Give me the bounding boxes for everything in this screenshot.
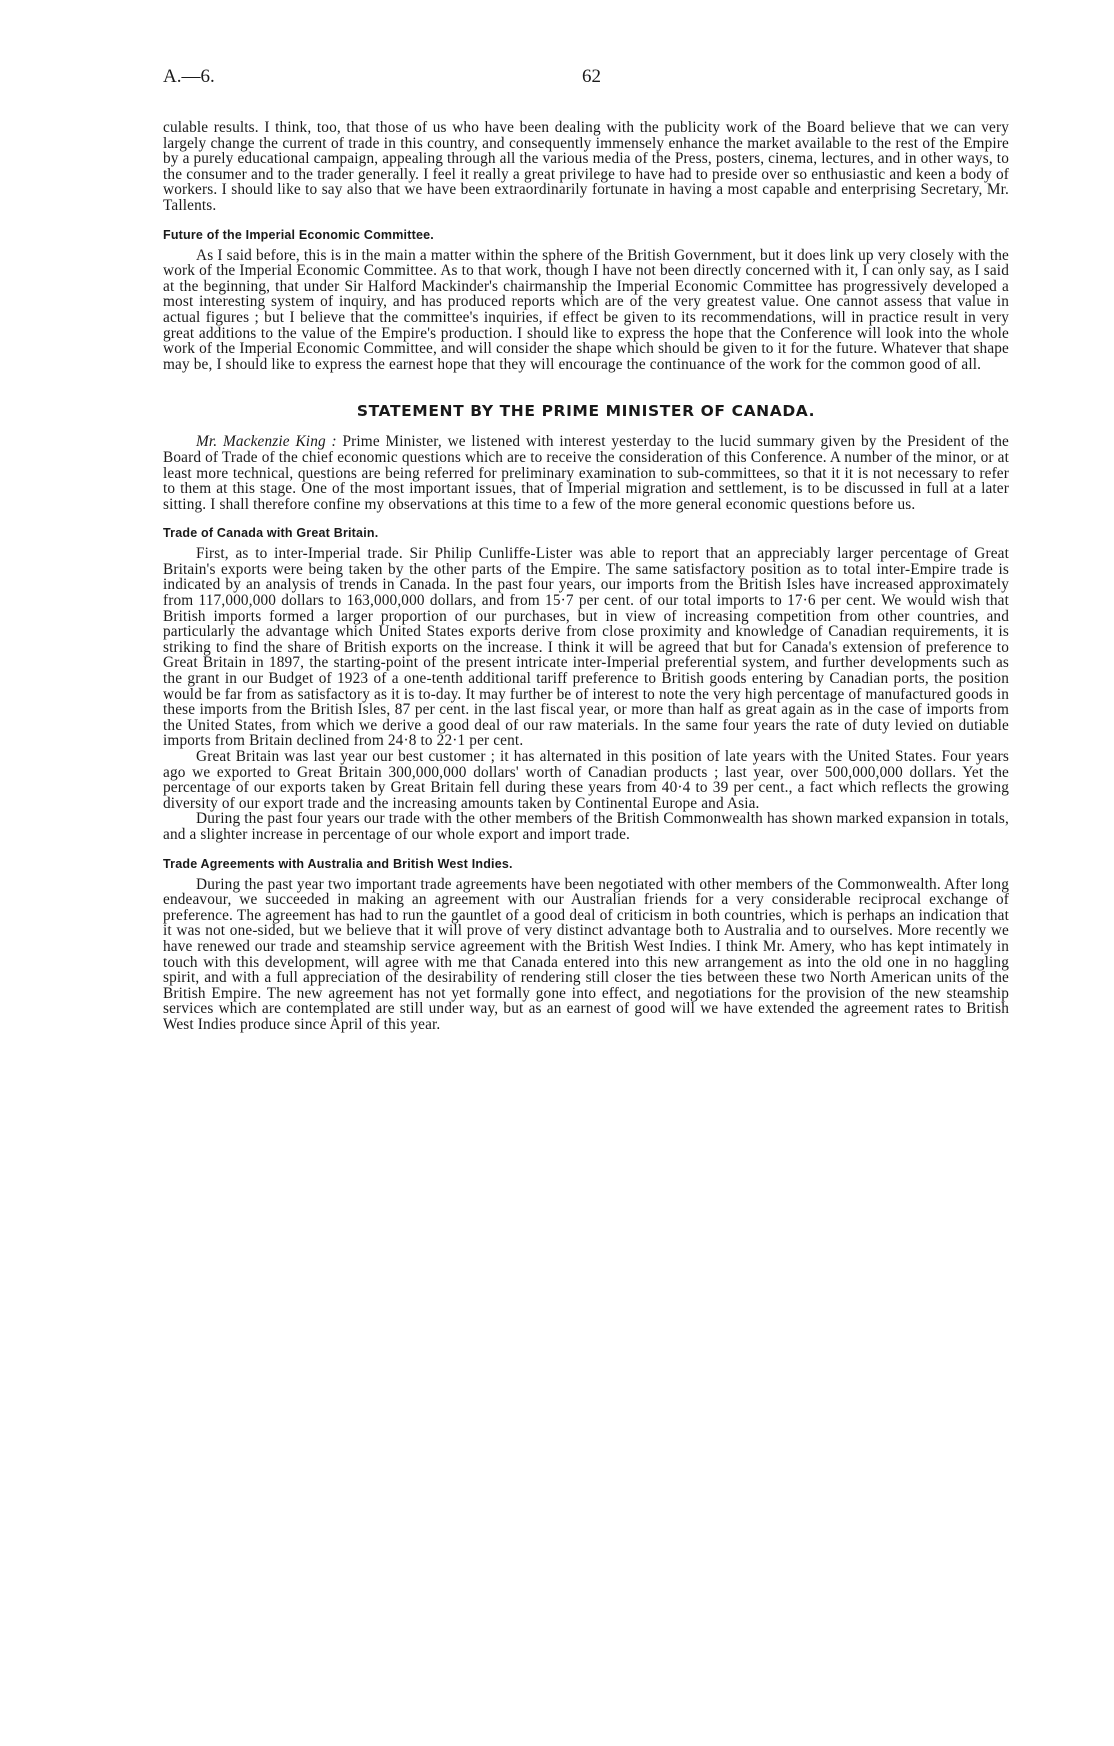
paragraph-trade-agreements: During the past year two important trade agreements have been negotiated with other members of the Commonwealth. After long endeavour, we succeeded in making an agreement with our Australian friends for a very considerable reciprocal exchange of preference. The agreement has had to run the gauntlet of a good deal of criticism in both countries, which is perhaps an indication that it was not one-sided, but we believe that it will prove of very distinct advantage both to Australia and to ourselves. More recently we have renewed our trade and steamship service agreement with the British West Indies. I think Mr. Amery, who has kept intimately in touch with this development, will agree with me that Canada entered into this new arrangement as into the old one in no haggling spirit, and with a full appreciation of the desirability of rendering still closer the ties between these two North American units of the British Empire. The new agreement has not yet formally gone into effect, and negotiations for the provision of the new steamship services which are contemplated are still under way, but as an earnest of good will we have extended the agreement rates to British West Indies produce since April of this year. — [163, 875, 1009, 1033]
intro-paragraph: culable results. I think, too, that those of us who have been dealing with the publicity work of the Board believe that we can very largely change the current of trade in this country, and consequently immensely enhance the market available to the rest of the Empire by a purely educational campaign, appealing through all the various media of the Press, posters, cinema, lectures, and in other ways, to the consumer and to the trader generally. I feel it really a great privilege to have had to preside over so enthusiastic and keen a body of workers. I should like to say also that we have been extraordinarily fortunate in having a most capable and enterprising Secretary, Mr. Tallents. — [163, 119, 1009, 214]
paragraph-imperial-committee: As I said before, this is in the main a matter within the sphere of the British Government, but it does link up very closely with the work of the Imperial Economic Committee. As to that work, though I have not been directly concerned with it, I can only say, as I said at the beginning, that under Sir Halford Mackinder's chairmanship the Imperial Economic Committee has progressively developed a most interesting system of inquiry, and has produced reports which are of the very greatest value. One cannot assess that value in actual figures ; but I believe that the committee's inquiries, if effect be given to its recommendations, will in practice result in very great additions to the value of the Empire's production. I should like to express the hope that the Conference will look into the whole work of the Imperial Economic Committee, and will consider the shape which should be given to it for the future. Whatever that shape may be, I should like to express the earnest hope that they will encourage the continuance of the work for the common good of all. — [163, 246, 1009, 373]
page-number: 62 — [582, 66, 601, 87]
speaker-name: Mr. Mackenzie King : — [196, 433, 337, 451]
statement-paragraph — [163, 434, 1009, 512]
paragraph-canada-britain-3: During the past four years our trade with the other members of the British Commonwealth has shown marked expansion in totals, and a slighter increase in percentage of our whole export and import trade. — [163, 810, 1009, 843]
statement-title: STATEMENT BY THE PRIME MINISTER OF CANADA. — [356, 402, 816, 421]
paragraph-canada-britain-2: Great Britain was last year our best customer ; it has alternated in this position of late years with the United States. Four years ago we exported to Great Britain 300,000,000 dollars' worth of Canadian products ; last year, over 500,000,000 dollars. Yet the percentage of our exports taken by Great Britain fell during these years from 40·4 to 39 per cent., a fact which reflects the growing diversity of our export trade and the increasing amounts taken by Continental Europe and Asia. — [163, 748, 1009, 812]
page-body — [163, 120, 1009, 1033]
section-heading-canada-britain: Trade of Canada with Great Britain. — [163, 526, 379, 541]
statement-text: Prime Minister, we listened with interest yesterday to the lucid summary given by the President of the Board of Trade of the chief economic questions which are to receive the consideration of this Conference. A number of the minor, or at least more technical, questions are being referred for preliminary examination to sub-committees, so that it it is not necessary to refer to them at this stage. One of the most important issues, that of Imperial migration and settlement, is to be discussed in full at a later sitting. I shall therefore confine my observations at this time to a few of the more general economic questions before us. — [163, 433, 1009, 513]
document-reference: A.—6. — [163, 66, 215, 87]
paragraph-canada-britain-1: First, as to inter-Imperial trade. Sir Philip Cunliffe-Lister was able to report that an appreciably larger percentage of Great Britain's exports were being taken by the other parts of the Empire. The same satisfactory position as to total inter-Empire trade is indicated by an analysis of trends in Canada. In the past four years, our imports from the British Isles have increased approximately from 117,000,000 dollars to 163,000,000 dollars, and from 15·7 per cent. of our total imports to 17·6 per cent. We would wish that British imports formed a larger proportion of our purchases, but in view of increasing competition from other countries, and particularly the advantage which United States exports derive from close proximity and knowledge of Canadian requirements, it is striking to find the share of British exports on the increase. I think it will be agreed that but for Canada's extension of preference to Great Britain in 1897, the starting-point of the present intricate inter-Imperial preferential system, and further developments such as the grant in our Budget of 1923 of a one-tenth additional tariff preference to British goods entering by Canadian ports, the position would be far from as satisfactory as it is to-day. It may further be of interest to note the very high percentage of manufactured goods in these imports from the British Isles, 87 per cent. in the last fiscal year, or more than half as great again as in the case of imports from the United States, from which we derive a good deal of our raw materials. In the same four years the rate of duty levied on dutiable imports from Britain declined from 24·8 to 22·1 per cent. — [163, 545, 1009, 750]
section-heading-trade-agreements: Trade Agreements with Australia and British West Indies. — [163, 856, 513, 871]
section-heading-imperial-committee: Future of the Imperial Economic Committee. — [163, 227, 434, 242]
